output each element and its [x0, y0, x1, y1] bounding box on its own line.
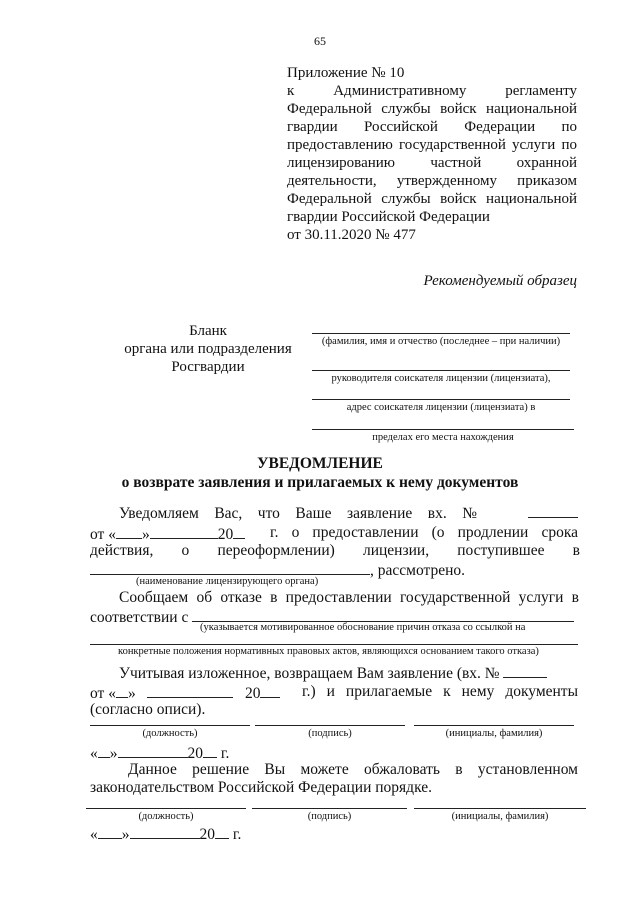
p2-line2-text: соответствии с — [90, 609, 189, 626]
p3-date-open: от « — [90, 685, 116, 702]
appendix-line: лицензированию частной охранной — [287, 155, 577, 171]
recommended-sample-label: Рекомендуемый образец — [423, 273, 577, 289]
recipient-address-caption: адрес соискателя лицензии (лицензиата) в — [346, 402, 536, 413]
appendix-line: Приложение № 10 — [287, 65, 405, 81]
appendix-line: Федеральной службы войск национальной — [287, 101, 577, 117]
sig1-position-caption: (должность) — [142, 728, 198, 739]
sig2-signature-caption: (подпись) — [307, 811, 352, 822]
letterhead-line: органа или подразделения — [124, 341, 292, 357]
appendix-block — [287, 64, 577, 244]
p1-month-field — [150, 524, 218, 539]
sig1-date — [90, 743, 229, 763]
sig1-position-line — [90, 725, 250, 726]
p1-authority-caption: (наименование лицензирующего органа) — [136, 576, 319, 587]
recipient-location-caption: пределах его места нахождения — [372, 432, 514, 443]
sig2-year-field — [215, 824, 229, 839]
sig1-date-close: » — [109, 745, 118, 762]
sig1-signature-line — [255, 725, 405, 726]
sig2-position-caption: (должность) — [138, 811, 194, 822]
appendix-line: гвардии Российской Федерации по — [287, 119, 577, 135]
p2-reason-line2 — [90, 644, 578, 645]
p2-caption2: конкретные положения нормативных правовых актов, являющихся основанием такого отказа) — [118, 646, 539, 657]
p1-line2 — [90, 524, 245, 544]
appendix-line: от 30.11.2020 № 477 — [287, 227, 416, 243]
sig1-name-caption: (инициалы, фамилия) — [445, 728, 543, 739]
p3-line1 — [119, 663, 547, 683]
appendix-line: к Административному регламенту — [287, 83, 577, 99]
p1-line4-text: , рассмотрено. — [370, 562, 466, 579]
sig1-year-suffix: г. — [220, 745, 230, 762]
p1-line2-rest: г. о предоставлении (о продлении срока — [270, 524, 578, 541]
document-title: УВЕДОМЛЕНИЕ — [257, 455, 383, 472]
sig2-signature-line — [252, 808, 407, 809]
p1-year-prefix: 20 — [217, 526, 234, 543]
sig2-date — [90, 824, 241, 844]
appendix-line: гвардии Российской Федерации — [287, 209, 490, 225]
p1-date-open: от « — [90, 526, 116, 543]
sig1-day-field — [98, 743, 110, 758]
p2-caption1: (указывается мотивированное обоснование причин отказа со ссылкой на — [200, 622, 526, 633]
letterhead-line: Бланк — [189, 323, 227, 339]
sig2-name-line — [414, 808, 586, 809]
p1-authority-field — [90, 560, 370, 575]
sig1-month-field — [118, 743, 188, 758]
p1-day-field — [116, 524, 142, 539]
p3-line2-rest: г.) и прилагаемые к нему документы — [302, 683, 578, 700]
sig2-position-line — [86, 808, 246, 809]
p2-line1: Сообщаем об отказе в предоставлении государственной услуги в — [119, 589, 579, 606]
sig1-year-field — [203, 743, 217, 758]
sig1-year-prefix: 20 — [187, 745, 203, 762]
recipient-location-line — [312, 429, 574, 430]
sig2-date-close: » — [121, 826, 130, 843]
sig1-date-open: « — [90, 745, 98, 762]
p3-date-close: » — [127, 685, 136, 702]
p1-number-field — [528, 503, 578, 518]
p3-year-prefix: 20 — [244, 685, 261, 702]
sig2-year-prefix: 20 — [199, 826, 215, 843]
recipient-address-line — [312, 399, 570, 400]
p3-day-field — [116, 683, 128, 698]
p4-line2: законодательством Российской Федерации порядке. — [90, 779, 432, 796]
letterhead-line: Росгвардии — [171, 359, 245, 375]
page-number: 65 — [314, 34, 326, 48]
recipient-name-caption: (фамилия, имя и отчество (последнее – при наличии) — [321, 336, 561, 347]
recipient-head-caption: руководителя соискателя лицензии (лицензиата), — [331, 373, 551, 384]
p3-month-field — [147, 683, 233, 698]
sig2-day-field — [98, 824, 122, 839]
p3-line1-text: Учитывая изложенное, возвращаем Вам заявление (вх. № — [119, 665, 500, 682]
document-subtitle: о возврате заявления и прилагаемых к нему документов — [121, 474, 519, 491]
sig2-name-caption: (инициалы, фамилия) — [451, 811, 549, 822]
recipient-head-line — [312, 370, 570, 371]
sig1-signature-caption: (подпись) — [308, 728, 352, 739]
appendix-line: деятельности, утвержденному приказом — [287, 173, 577, 189]
p2-reason-field — [192, 607, 574, 622]
p1-line3: действия, о переоформлении) лицензии, поступившее в — [90, 542, 580, 559]
p3-line3: (согласно описи). — [90, 701, 206, 718]
p1-date-close: » — [141, 526, 150, 543]
letterhead-blank — [104, 322, 312, 376]
p1-year-field — [233, 524, 245, 539]
p3-number-field — [503, 663, 547, 678]
sig2-month-field — [130, 824, 200, 839]
p1-line1: Уведомляем Вас, что Ваше заявление вх. № — [119, 505, 477, 522]
p3-line2 — [90, 683, 280, 703]
appendix-line: предоставлению государственной услуги по — [287, 137, 577, 153]
p3-year-field — [260, 683, 280, 698]
appendix-line: Федеральной службы войск национальной — [287, 191, 577, 207]
sig1-name-line — [414, 725, 574, 726]
sig2-date-open: « — [90, 826, 98, 843]
sig2-year-suffix: г. — [232, 826, 242, 843]
recipient-name-line — [312, 333, 570, 334]
p4-line1: Данное решение Вы можете обжаловать в установленном — [128, 761, 578, 778]
